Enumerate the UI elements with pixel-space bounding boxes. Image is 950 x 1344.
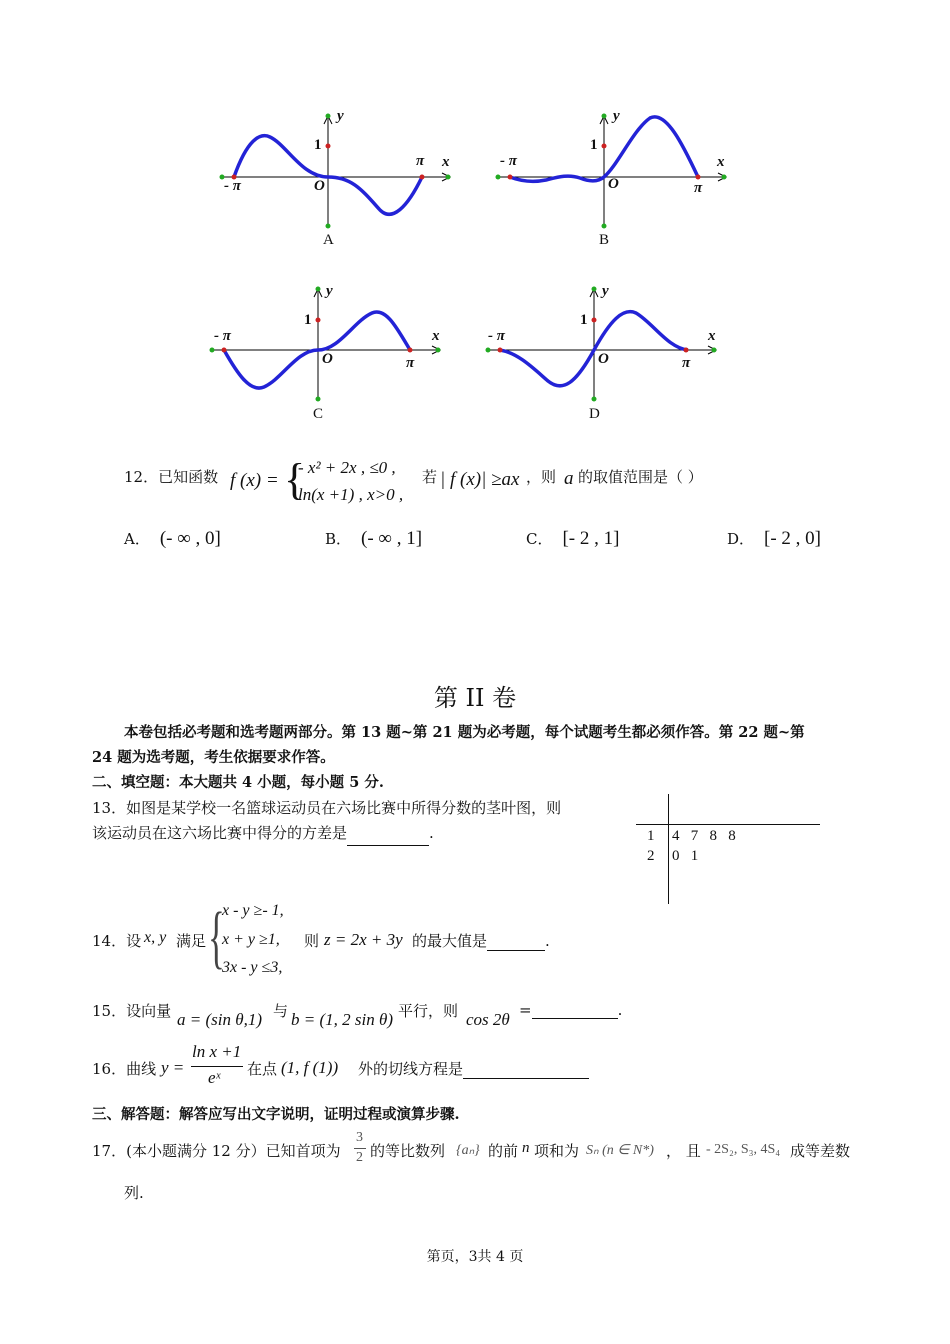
graph-b-x-label: x: [717, 154, 725, 170]
q12-case2: ln(x +1) , x>0 ,: [298, 485, 404, 504]
q12-option-a-value: (- ∞ , 0]: [159, 528, 221, 549]
q17-prefix: 17．(本小题满分 12 分）已知首项为: [92, 1142, 341, 1160]
q16-y: y =: [161, 1058, 185, 1077]
q17-frac-num: 3: [356, 1130, 363, 1145]
stem-2: 2: [647, 848, 655, 864]
q17-mid1: 的等比数列: [370, 1142, 446, 1160]
page-footer: 第页，3共 4 页: [426, 1249, 524, 1265]
graph-c-origin-label: O: [322, 351, 333, 367]
q17-mid4: ， 且: [666, 1142, 701, 1160]
q12-option-b[interactable]: [325, 528, 422, 550]
q16-answer-blank[interactable]: [463, 1060, 589, 1079]
q12-a: a: [564, 468, 574, 489]
q15-vector-a: a = (sin θ,1): [177, 1010, 262, 1029]
q17-fraction-bar: [354, 1148, 366, 1149]
q17-mid3: 项和为: [534, 1142, 580, 1160]
q14-brace: {: [208, 899, 225, 976]
graph-d-y-label: y: [602, 283, 609, 299]
q15-answer-blank[interactable]: [532, 1000, 618, 1019]
q12-option-c-value: [- 2 , 1]: [562, 528, 620, 549]
q14-prefix: 14．设: [92, 932, 142, 950]
section3-heading: 三、解答题：解答应写出文字说明，证明过程或演算步骤.: [92, 1106, 460, 1123]
graph-b-pi-label: π: [694, 180, 703, 196]
q14-end: .: [545, 932, 550, 950]
q15-cos: cos 2θ: [466, 1010, 510, 1029]
stem-leaf-plot: [636, 794, 820, 904]
q16-point: (1, f (1)): [281, 1058, 339, 1077]
graph-a-origin-label: O: [314, 178, 325, 194]
q16-tail: [358, 1058, 589, 1079]
part2-title: 第 II 卷: [433, 684, 517, 712]
q15-parallel: 平行，则: [398, 1002, 459, 1020]
q12-option-c-label: C．: [526, 530, 553, 548]
q12-fx: f (x) =: [230, 470, 279, 491]
graph-d-origin-label: O: [598, 351, 609, 367]
graph-d-one-label: 1: [580, 312, 588, 328]
graph-a-x-label: x: [442, 154, 450, 170]
q14-tail-text: 的最大值是: [412, 932, 488, 950]
q17-n: n: [522, 1140, 530, 1156]
q13-line2: [92, 820, 434, 846]
graph-c-neg-pi-label: - π: [214, 328, 231, 344]
q12-option-c[interactable]: [526, 528, 619, 550]
q14-then: 则: [304, 932, 320, 950]
q12-option-d-value: [- 2 , 0]: [764, 528, 822, 549]
graph-c-letter: C: [313, 406, 324, 422]
q14-answer-blank[interactable]: [487, 932, 545, 951]
graph-d-pi-label: π: [682, 355, 691, 371]
q12-brace: {: [284, 455, 306, 504]
graph-c-y-label: y: [326, 283, 333, 299]
stem-leaf-vertical-line: [668, 794, 669, 904]
q17-line2: 列.: [124, 1184, 144, 1202]
section2-heading: 二、填空题：本大题共 4 小题，每小题 5 分.: [92, 774, 384, 791]
part2-intro-line1: 本卷包括必考题和选考题两部分。第 13 题~第 21 题为必考题，每个试题考生都必须作答。第 22 题~第: [124, 724, 805, 741]
q17-sn: Sₙ (n ∈ N*): [586, 1143, 654, 1158]
q14-vars: x, y: [144, 929, 167, 946]
q14-satisfy: 满足: [176, 932, 207, 950]
q13-line2-text: 该运动员在这六场比赛中得分的方差是: [92, 824, 348, 842]
graph-b-one-label: 1: [590, 137, 598, 153]
q17-an: {aₙ}: [456, 1143, 480, 1158]
stem-leaf-horizontal-line: [636, 824, 820, 825]
graph-a-neg-pi-label: - π: [224, 178, 241, 194]
q12-if: 若: [422, 468, 438, 486]
q12-option-d[interactable]: [727, 528, 821, 550]
q12-inequality: | f (x)| ≥ax: [440, 469, 520, 490]
q14-constraint3: 3x - y ≤3,: [222, 959, 283, 976]
graph-c-x-label: x: [432, 328, 440, 344]
leaves-1: 4 7 8 8: [672, 828, 736, 844]
q12-option-a[interactable]: [124, 528, 221, 550]
q16-tail-text: 外的切线方程是: [358, 1060, 464, 1078]
graph-a-one-label: 1: [314, 137, 322, 153]
graph-a-letter: A: [323, 232, 334, 248]
graph-c-one-label: 1: [304, 312, 312, 328]
q12-option-b-label: B．: [325, 530, 352, 548]
stem-1: 1: [647, 828, 655, 844]
q16-prefix: 16．曲线: [92, 1060, 157, 1078]
q12-option-d-label: D．: [727, 530, 755, 548]
q17-tail: 成等差数: [790, 1142, 851, 1160]
graph-d-neg-pi-label: - π: [488, 328, 505, 344]
q12-option-b-value: (- ∞ , 1]: [361, 528, 423, 549]
q17-frac-den: 2: [356, 1150, 363, 1165]
graph-b-y-label: y: [613, 108, 620, 124]
q14-objective: z = 2x + 3y: [324, 930, 403, 949]
q13-line1: 13．如图是某学校一名篮球运动员在六场比赛中所得分数的茎叶图，则: [92, 799, 562, 817]
graph-d-letter: D: [589, 406, 600, 422]
q15-prefix: 15．设向量: [92, 1002, 172, 1020]
q17-terms: - 2S₂, S₃, 4S₄: [706, 1142, 781, 1157]
q12-number: 12．已知函数: [124, 468, 219, 486]
part2-intro-line2: 24 题为选考题，考生依据要求作答。: [92, 749, 335, 766]
graph-b-letter: B: [599, 232, 610, 248]
graph-c-pi-label: π: [406, 355, 415, 371]
q15-eq: =: [519, 1001, 532, 1019]
q16-at: 在点: [247, 1060, 278, 1078]
leaves-2: 0 1: [672, 848, 699, 864]
graph-a-pi-label: π: [416, 153, 425, 169]
q13-end: .: [429, 824, 434, 842]
q16-denominator: eˣ: [208, 1068, 221, 1087]
q14-constraint2: x + y ≥1,: [222, 931, 280, 948]
graph-b-origin-label: O: [608, 176, 619, 192]
q16-fraction-bar: [191, 1066, 243, 1067]
graph-d-x-label: x: [708, 328, 716, 344]
q14-tail: [412, 930, 550, 951]
graph-a-y-label: y: [337, 108, 344, 124]
q15-answer: [519, 1000, 622, 1019]
q14-constraint1: x - y ≥- 1,: [222, 902, 284, 919]
q15-with: 与: [273, 1002, 289, 1020]
q12-then: ，则: [526, 468, 557, 486]
q15-vector-b: b = (1, 2 sin θ): [291, 1010, 393, 1029]
q12-case1: - x² + 2x , ≤0 ,: [298, 458, 396, 477]
graph-b-neg-pi-label: - π: [500, 153, 517, 169]
graph-a: [212, 110, 462, 250]
q16-numerator: ln x +1: [192, 1042, 242, 1061]
q15-end: .: [617, 1001, 623, 1019]
q12-option-a-label: A．: [124, 530, 150, 548]
q13-answer-blank[interactable]: [347, 825, 429, 846]
q12-tail: 的取值范围是（ ）: [578, 468, 703, 486]
q17-mid2: 的前: [488, 1142, 519, 1160]
